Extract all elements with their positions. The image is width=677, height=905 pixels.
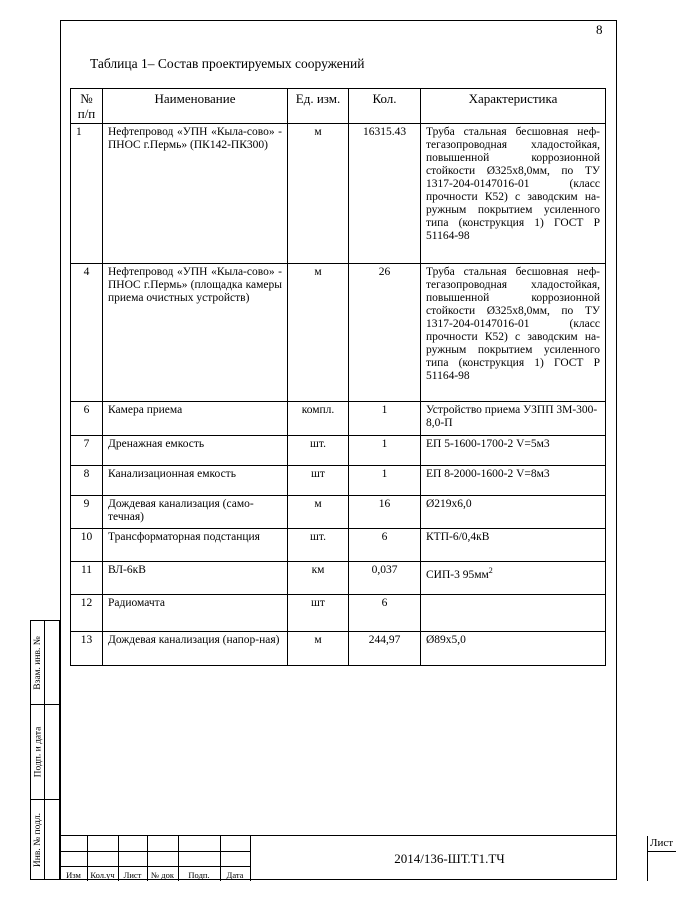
binding-strip-podp (30, 705, 60, 800)
cell-qty: 1 (349, 402, 421, 436)
cell-qty: 1 (349, 436, 421, 466)
cell-spec: Ø219х6,0 (421, 496, 606, 529)
col-data: Дата (226, 870, 244, 880)
col-podp: Подп. (188, 870, 210, 880)
header-name: Наименование (103, 89, 288, 124)
label-inv-podl: Инв. № подл. (33, 812, 44, 867)
revision-grid (60, 836, 250, 881)
cell-num: 12 (71, 595, 103, 632)
cell-name: Дождевая канализация (напор-ная) (103, 632, 288, 666)
header-num: № п/п (71, 89, 103, 124)
col-doc-num: № док (151, 870, 174, 880)
cell-spec: ЕП 5-1600-1700-2 V=5м3 (421, 436, 606, 466)
cell-unit: м (288, 632, 349, 666)
table-row (71, 402, 606, 436)
table-row (71, 632, 606, 666)
sheet-cell (647, 836, 677, 881)
cell-spec: КТП-6/0,4кВ (421, 529, 606, 562)
cell-name: Камера приема (103, 402, 288, 436)
cell-num: 10 (71, 529, 103, 562)
cell-unit: м (288, 264, 349, 402)
cell-spec: Труба стальная бесшовная неф-тегазопроводная хладостойкая, повышенной коррозионной стойкости Ø325х8,0мм, по ТУ 1317-204-0147016-01 (класс прочности К52) с заводским на-ружным покрытием усиленного типа (конструкция 1) ГОСТ Р 51164-98 (421, 264, 606, 402)
cell-num: 7 (71, 436, 103, 466)
label-podp-data: Подп. и дата (33, 726, 44, 778)
col-list: Лист (123, 870, 142, 880)
spec-text: СИП-3 95мм (426, 568, 489, 581)
cell-name: ВЛ-6кВ (103, 562, 288, 595)
structures-table (70, 88, 606, 666)
cell-num: 6 (71, 402, 103, 436)
cell-qty: 6 (349, 529, 421, 562)
table-row (71, 436, 606, 466)
binding-strip-inv (30, 800, 60, 880)
table-caption: Таблица 1– Состав проектируемых сооружений (90, 56, 365, 71)
cell-unit: шт. (288, 529, 349, 562)
cell-name: Канализационная емкость (103, 466, 288, 496)
table-row (71, 562, 606, 595)
cell-num: 8 (71, 466, 103, 496)
cell-num: 1 (71, 124, 103, 264)
cell-unit: шт. (288, 436, 349, 466)
table-row (71, 496, 606, 529)
cell-num: 13 (71, 632, 103, 666)
table-row (71, 466, 606, 496)
cell-unit: шт (288, 595, 349, 632)
cell-qty: 0,037 (349, 562, 421, 595)
table-row (71, 264, 606, 402)
header-unit: Ед. изм. (288, 89, 349, 124)
header-spec: Характеристика (421, 89, 606, 124)
cell-name: Нефтепровод «УПН «Кыла-сово» - ПНОС г.Пермь» (площадка камеры приема очистных устройств) (103, 264, 288, 402)
cell-spec (421, 595, 606, 632)
cell-name: Дождевая канализация (само-течная) (103, 496, 288, 529)
cell-name: Нефтепровод «УПН «Кыла-сово» - ПНОС г.Пермь» (ПК142-ПК300) (103, 124, 288, 264)
cell-qty: 6 (349, 595, 421, 632)
cell-unit: шт (288, 466, 349, 496)
cell-qty: 26 (349, 264, 421, 402)
label-vzam-inv: Взам. инв. № (33, 635, 44, 690)
cell-num: 4 (71, 264, 103, 402)
title-block (60, 835, 674, 881)
cell-qty: 16 (349, 496, 421, 529)
table-row (71, 529, 606, 562)
table-header-row (71, 89, 606, 124)
col-kol-uch: Кол.уч (90, 870, 115, 880)
col-izm: Изм (66, 870, 81, 880)
cell-num: 11 (71, 562, 103, 595)
cell-unit: м (288, 124, 349, 264)
table-row (71, 124, 606, 264)
sheet-label: Лист (650, 837, 674, 849)
page-number: 8 (596, 22, 603, 37)
cell-unit: км (288, 562, 349, 595)
table-row (71, 595, 606, 632)
cell-name: Дренажная емкость (103, 436, 288, 466)
binding-strip-vzam (30, 620, 60, 705)
cell-unit: компл. (288, 402, 349, 436)
cell-qty: 244,97 (349, 632, 421, 666)
cell-spec: ЕП 8-2000-1600-2 V=8м3 (421, 466, 606, 496)
cell-spec: Труба стальная бесшовная неф-тегазопроводная хладостойкая, повышенной коррозионной стойкости Ø325х8,0мм, по ТУ 1317-204-0147016-01 (класс прочности К52) с заводским на-ружным покрытием усиленного типа (конструкция 1) ГОСТ Р 51164-98 (421, 124, 606, 264)
cell-unit: м (288, 496, 349, 529)
cell-name: Трансформаторная подстанция (103, 529, 288, 562)
cell-num: 9 (71, 496, 103, 529)
cell-qty: 1 (349, 466, 421, 496)
spec-superscript: 2 (488, 566, 493, 575)
header-qty: Кол. (349, 89, 421, 124)
cell-qty: 16315.43 (349, 124, 421, 264)
cell-spec (421, 562, 606, 595)
cell-spec: Устройство приема УЗПП 3М-300-8,0-П (421, 402, 606, 436)
document-code: 2014/136-ШТ.Т1.ТЧ (250, 836, 648, 881)
cell-spec: Ø89х5,0 (421, 632, 606, 666)
cell-name: Радиомачта (103, 595, 288, 632)
